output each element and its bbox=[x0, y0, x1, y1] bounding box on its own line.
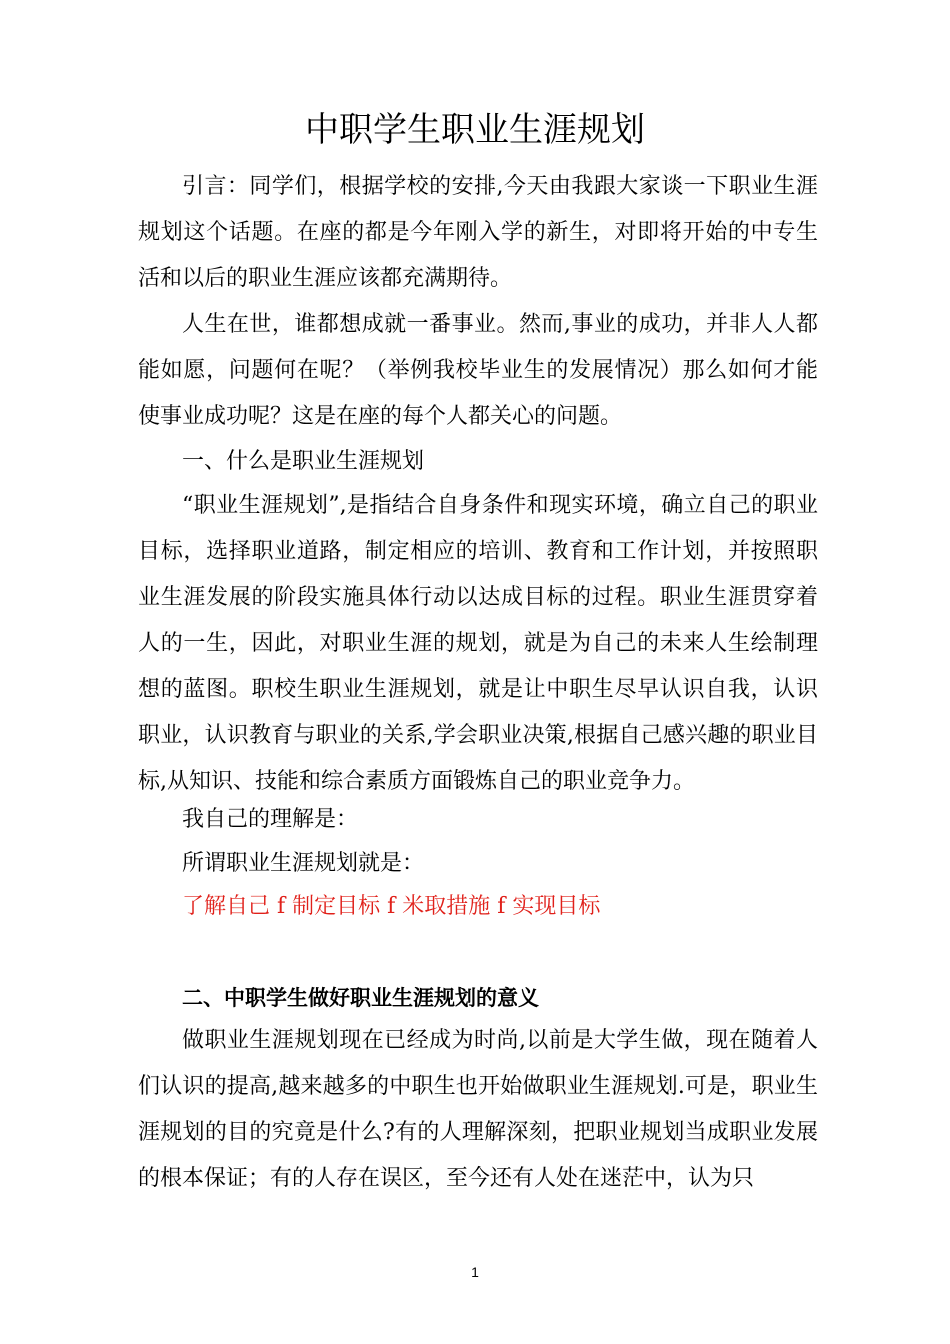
intro-paragraph: 引言：同学们，根据学校的安排,今天由我跟大家谈一下职业生涯规划这个话题。在座的都是今年刚入学的新生，对即将开始的中专生活和以后的职业生涯应该都充满期待。 bbox=[138, 174, 818, 291]
meaning-paragraph: 做职业生涯规划现在已经成为时尚,以前是大学生做，现在随着人们认识的提高,越来越多的中职生也开始做职业生涯规划.可是，职业生涯规划的目的究竟是什么?有的人理解深刻，把职业规划当成职业发展的根本保证；有的人存在误区，至今还有人处在迷茫中，认为只 bbox=[138, 1028, 818, 1191]
section-heading-2: 二、中职学生做好职业生涯规划的意义 bbox=[182, 986, 539, 1010]
understanding-label: 我自己的理解是： bbox=[182, 807, 359, 832]
second-paragraph: 人生在世，谁都想成就一番事业。然而,事业的成功，并非人人都能如愿，问题何在呢？（举例我校毕业生的发展情况）那么如何才能使事业成功呢？这是在座的每个人都关心的问题。 bbox=[138, 312, 818, 429]
document-title: 中职学生职业生涯规划 bbox=[305, 110, 645, 150]
section-heading-1: 一、什么是职业生涯规划 bbox=[182, 449, 425, 474]
page-number: 1 bbox=[471, 1264, 479, 1280]
definition-label: 所谓职业生涯规划就是： bbox=[182, 851, 425, 876]
definition-paragraph: “职业生涯规划”,是指结合自身条件和现实环境，确立自己的职业目标，选择职业道路，制定相应的培训、教育和工作计划，并按照职业生涯发展的阶段实施具体行动以达成目标的过程。职业生涯贯穿着人的一生，因此，对职业生涯的规划，就是为自己的未来人生绘制理想的蓝图。职校生职业生涯规划，就是让中职生尽早认识自我，认识职业，认识教育与职业的关系,学会职业决策,根据自己感兴趣的职业目标,从知识、技能和综合素质方面锻炼自己的职业竞争力。 bbox=[138, 493, 818, 794]
steps-line: 了解自己 f 制定目标 f 米取措施 f 实现目标 bbox=[182, 894, 601, 919]
